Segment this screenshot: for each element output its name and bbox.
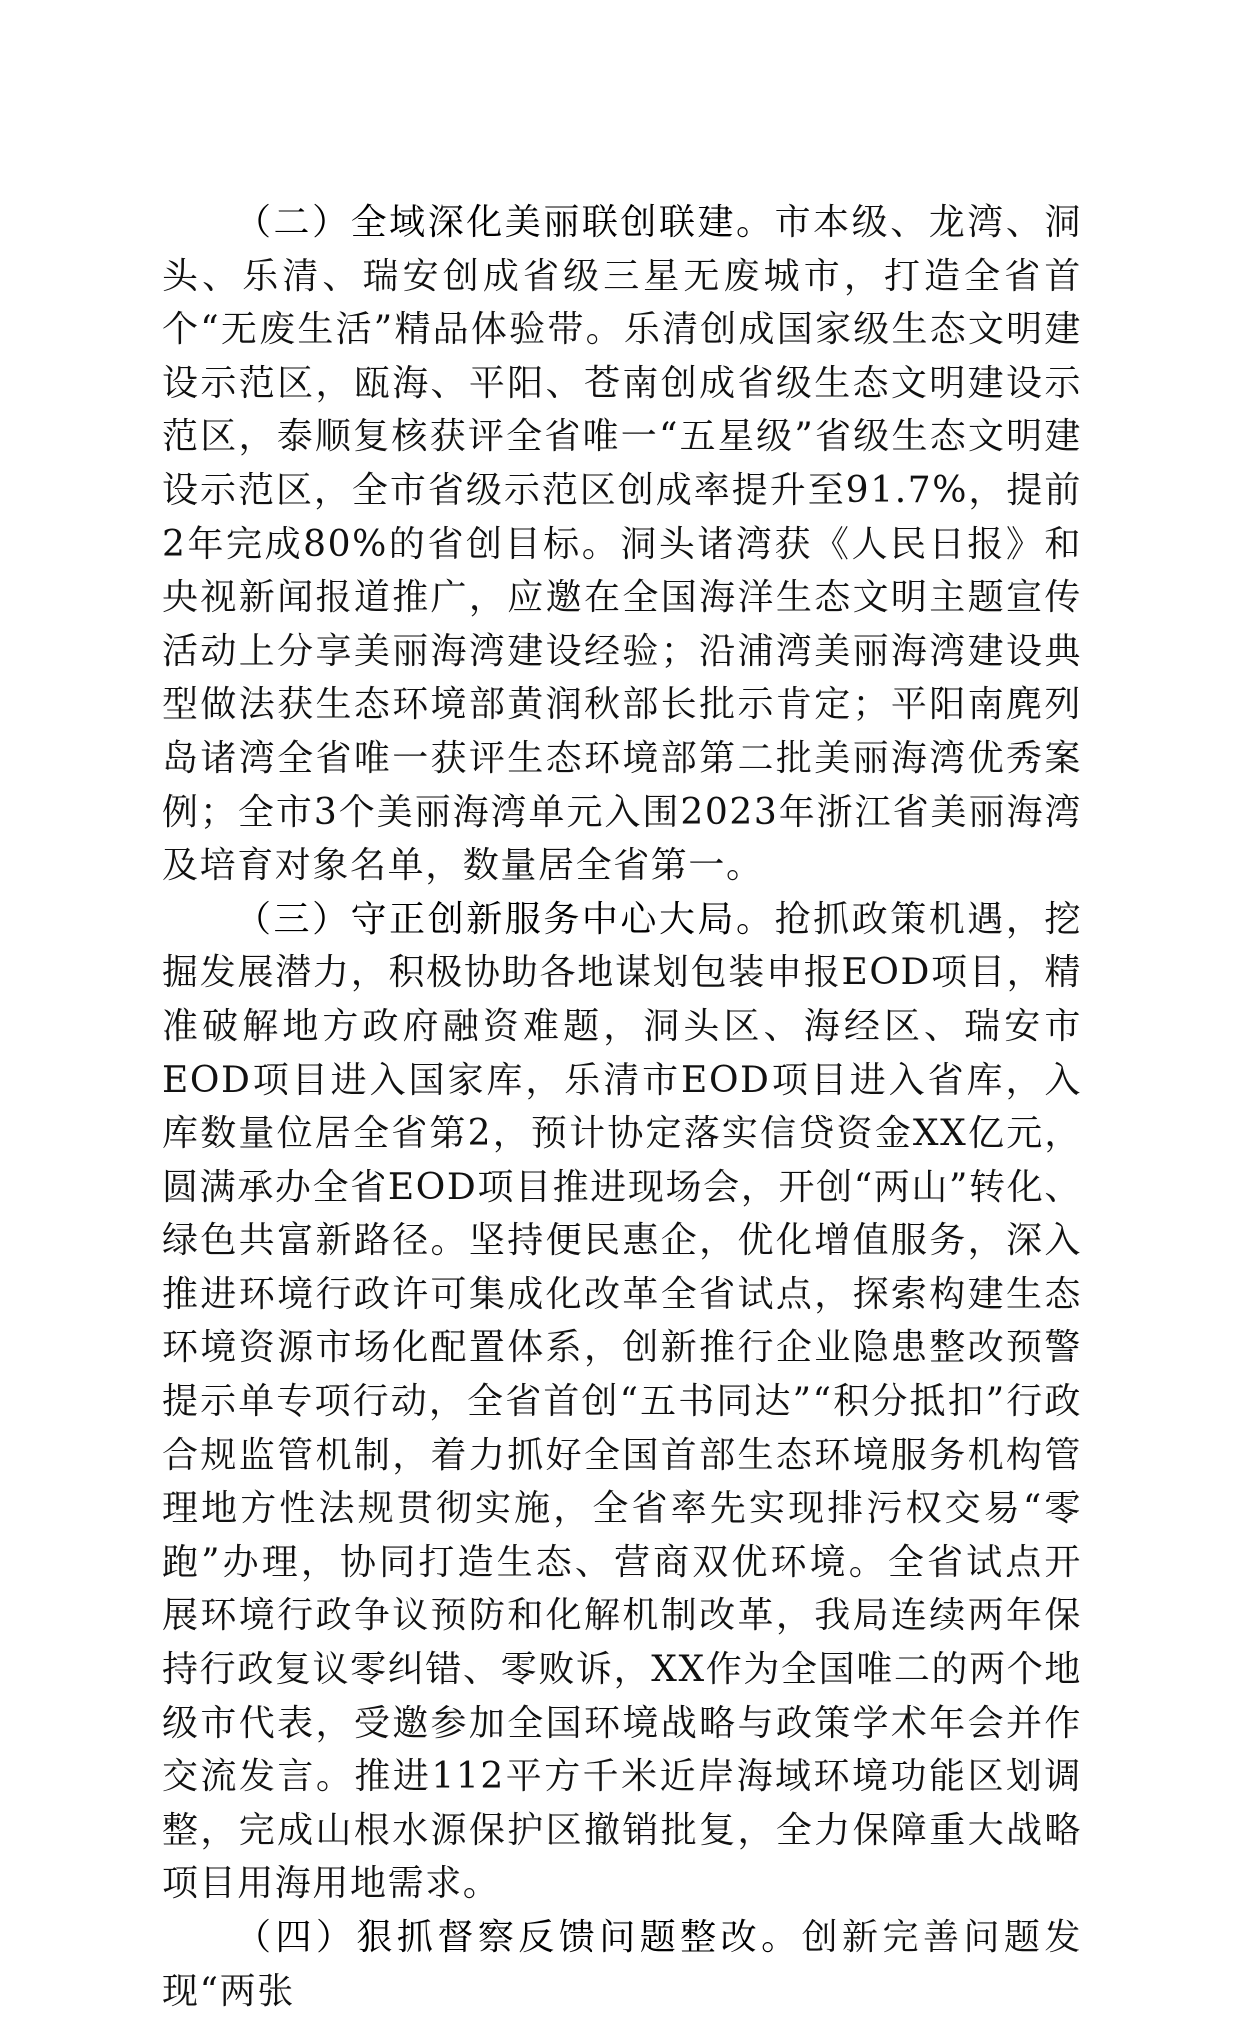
section-body-4: 创新完善问题发现“两张 — [162, 1917, 1082, 2012]
paragraph-serve-overall-situation — [162, 893, 1082, 1911]
section-heading-2: （二）全域深化美丽联创联建。 — [235, 202, 775, 243]
section-body-3: 抢抓政策机遇，挖掘发展潜力，积极协助各地谋划包装申报EOD项目，精准破解地方政府融资难题，洞头区、海经区、瑞安市EOD项目进入国家库，乐清市EOD项目进入省库，入库数量位居全省第2，预计协定落实信贷资金XX亿元，圆满承办全省EOD项目推进现场会，开创“两山”转化、绿色共富新路径。坚持便民惠企，优化增值服务，深入推进环境行政许可集成化改革全省试点，探索构建生态环境资源市场化配置体系，创新推行企业隐患整改预警提示单专项行动，全省首创“五书同达”“积分抵扣”行政合规监管机制，着力抓好全国首部生态环境服务机构管理地方性法规贯彻实施，全省率先实现排污权交易“零跑”办理，协同打造生态、营商双优环境。全省试点开展环境行政争议预防和化解机制改革，我局连续两年保持行政复议零纠错、零败诉，XX作为全国唯二的两个地级市代表，受邀参加全国环境战略与政策学术年会并作交流发言。推进112平方千米近岸海域环境功能区划调整，完成山根水源保护区撤销批复，全力保障重大战略项目用海用地需求。 — [162, 898, 1082, 1905]
document-page — [162, 196, 1082, 2018]
section-heading-4: （四）狠抓督察反馈问题整改。 — [235, 1917, 802, 1958]
section-body-2: 市本级、龙湾、洞头、乐清、瑞安创成省级三星无废城市，打造全省首个“无废生活”精品体验带。乐清创成国家级生态文明建设示范区，瓯海、平阳、苍南创成省级生态文明建设示范区，泰顺复核获评全省唯一“五星级”省级生态文明建设示范区，全市省级示范区创成率提升至91.7%，提前2年完成80%的省创目标。洞头诸湾获《人民日报》和央视新闻报道推广，应邀在全国海洋生态文明主题宣传活动上分享美丽海湾建设经验；沿浦湾美丽海湾建设典型做法获生态环境部黄润秋部长批示肯定；平阳南麂列岛诸湾全省唯一获评生态环境部第二批美丽海湾优秀案例；全市3个美丽海湾单元入围2023年浙江省美丽海湾及培育对象名单，数量居全省第一。 — [162, 202, 1082, 887]
section-heading-3: （三）守正创新服务中心大局。 — [235, 898, 775, 940]
paragraph-beautiful-co-construction — [162, 196, 1082, 893]
paragraph-inspection-rectification — [162, 1911, 1082, 2018]
